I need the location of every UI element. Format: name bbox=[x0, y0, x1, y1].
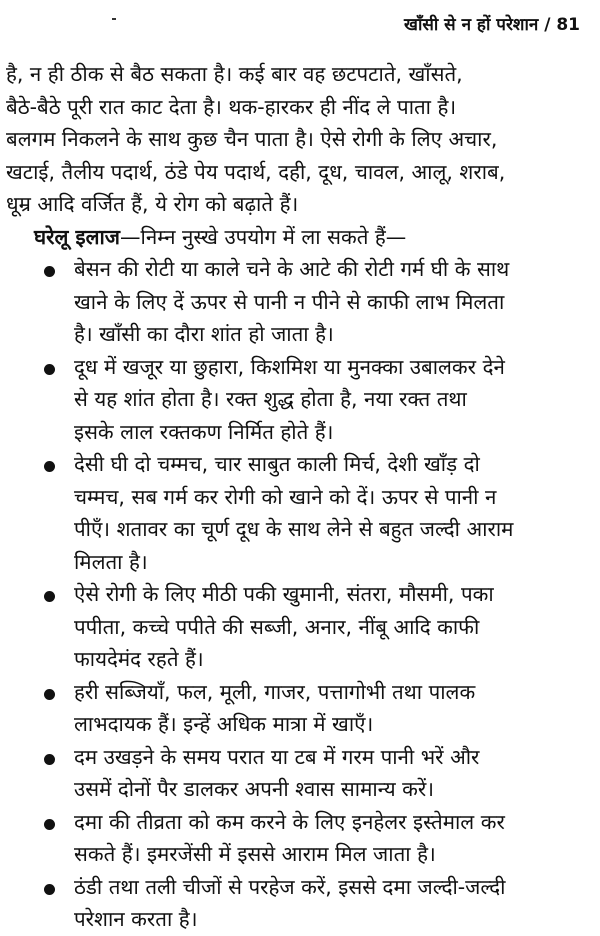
remedies-heading: घरेलू इलाज bbox=[34, 224, 121, 249]
bullet-icon bbox=[44, 461, 55, 472]
text-line: है। खाँसी का दौरा शांत हो जाता है। bbox=[74, 322, 334, 346]
bullet-icon bbox=[44, 884, 55, 895]
text-line: से यह शांत होता है। रक्त शुद्ध होता है, नया रक्त तथा bbox=[74, 387, 467, 411]
text-line: बैठे-बैठे पूरी रात काट देता है। थक-हारकर ही नींद ले पाता है। bbox=[6, 94, 457, 119]
bullet-icon bbox=[44, 591, 55, 602]
text-line: दूध में खजूर या छुहारा, किशमिश या मुनक्का उबालकर देने bbox=[74, 354, 505, 379]
text-line: चम्मच, सब गर्म कर रोगी को खाने को दें। ऊपर से पानी न bbox=[74, 484, 497, 509]
remedies-intro bbox=[34, 221, 594, 254]
list-item bbox=[6, 871, 594, 936]
text-line: पीएँ। शतावर का चूर्ण दूध के साथ लेने से बहुत जल्दी आराम bbox=[74, 517, 514, 541]
text-line: हरी सब्जियाँ, फल, मूली, गाजर, पत्तागोभी तथा पालक bbox=[74, 679, 476, 704]
text-line: लाभदायक हैं। इन्हें अधिक मात्रा में खाएँ। bbox=[74, 712, 374, 736]
text-line: परेशान करता है। bbox=[74, 907, 198, 931]
list-item bbox=[6, 448, 594, 578]
list-item bbox=[6, 741, 594, 806]
text-line: मिलता है। bbox=[74, 549, 148, 574]
text-line: खटाई, तैलीय पदार्थ, ठंडे पेय पदार्थ, दही, दूध, चावल, आलू, शराब, bbox=[6, 159, 506, 184]
text-line: खाने के लिए दें ऊपर से पानी न पीने से काफी लाभ मिलता bbox=[74, 289, 505, 314]
text-line: उसमें दोनों पैर डालकर अपनी श्वास सामान्य करें। bbox=[74, 777, 435, 801]
text-line: सकते हैं। इमरजेंसी में इससे आराम मिल जाता है। bbox=[74, 842, 436, 866]
page-body bbox=[6, 58, 594, 936]
list-item bbox=[6, 806, 594, 871]
text-line: बेसन की रोटी या काले चने के आटे की रोटी गर्म घी के साथ bbox=[74, 257, 510, 281]
remedies-intro-text: —निम्न नुस्खे उपयोग में ला सकते हैं— bbox=[120, 224, 407, 249]
text-line: देसी घी दो चम्मच, चार साबुत काली मिर्च, देशी खाँड़ दो bbox=[74, 452, 480, 476]
bullet-icon bbox=[44, 819, 55, 830]
opening-paragraph bbox=[6, 58, 594, 221]
list-item bbox=[6, 676, 594, 741]
list-item bbox=[6, 253, 594, 351]
bullet-icon bbox=[44, 689, 55, 700]
list-item bbox=[6, 578, 594, 676]
list-item bbox=[6, 351, 594, 449]
text-line: दमा की तीव्रता को कम करने के लिए इनहेलर इस्तेमाल कर bbox=[74, 809, 505, 834]
text-line: बलगम निकलने के साथ कुछ चैन पाता है। ऐसे रोगी के लिए अचार, bbox=[6, 127, 498, 151]
text-line: फायदेमंद रहते हैं। bbox=[74, 647, 204, 671]
text-line: है, न ही ठीक से बैठ सकता है। कई बार वह छटपटाते, खाँसते, bbox=[6, 62, 463, 86]
text-line: इसके लाल रक्तकण निर्मित होते हैं। bbox=[74, 419, 334, 444]
bullet-icon bbox=[44, 364, 55, 375]
print-mark bbox=[112, 18, 116, 20]
text-line: पपीता, कच्चे पपीते की सब्जी, अनार, नींबू आदि काफी bbox=[74, 614, 480, 639]
text-line: दम उखड़ने के समय परात या टब में गरम पानी भरें और bbox=[74, 744, 480, 769]
text-line: धूम्र आदि वर्जित हैं, ये रोग को बढ़ाते हैं। bbox=[6, 192, 299, 216]
text-line: ठंडी तथा तली चीजों से परहेज करें, इससे दमा जल्दी-जल्दी bbox=[74, 874, 506, 899]
bullet-icon bbox=[44, 754, 55, 765]
text-line: ऐसे रोगी के लिए मीठी पकी खुमानी, संतरा, मौसमी, पका bbox=[74, 582, 494, 606]
bullet-icon bbox=[44, 266, 55, 277]
running-header: खाँसी से न हों परेशान / 81 bbox=[404, 15, 580, 35]
remedy-list bbox=[6, 253, 594, 936]
